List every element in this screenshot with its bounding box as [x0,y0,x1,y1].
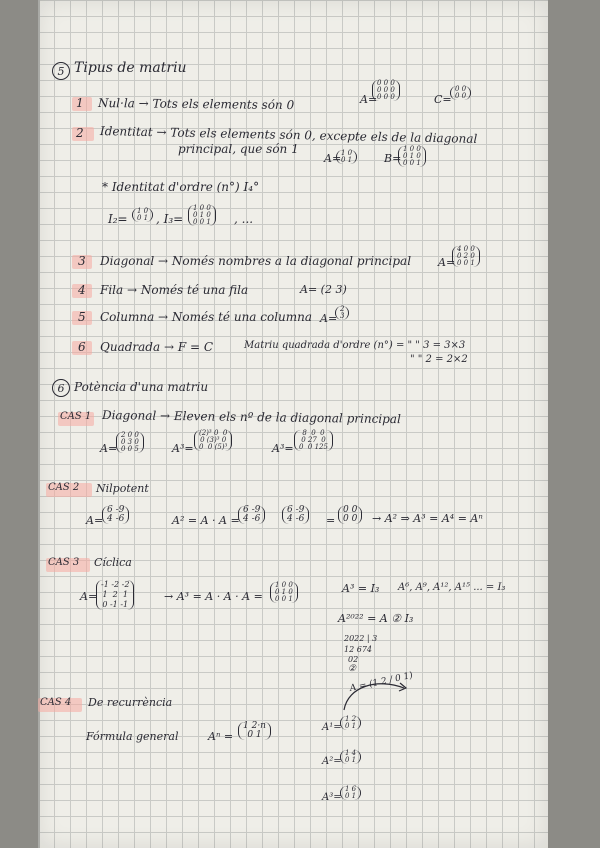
cas4-A1-label: A¹= [322,722,342,733]
cas2-text: Nilpotent [96,482,149,495]
cas4-formula: Fórmula general [86,730,179,743]
ident-B-label: B= [384,152,402,165]
ident-matrix-I3: 1 0 0 0 1 0 0 0 1 [188,205,216,226]
cas1-matrix-A2: (2)³ 0 0 0 (3)³ 0 0 0 (5)³ [194,430,232,451]
cas4-matrix-A3: 1 6 0 1 [340,786,361,800]
item-number: 6 [78,340,86,354]
col-matrix-A: 2 3 [335,306,349,320]
cas1-label: CAS 1 [60,411,92,422]
diag-matrix-A: 4 0 0 0 2 0 0 0 1 [452,246,480,267]
ident-matrix-A: 1 0 0 1 [336,150,357,164]
cas2-matrix-zero: 0 0 0 0 [338,506,362,524]
cas2-A-label: A= [86,514,104,527]
nulla-matrix-C: 0 0 0 0 [450,86,471,100]
cas1-A3-label: A³= [272,442,294,455]
section-6-title: Potència d'una matriu [74,380,209,394]
cas2-matrix-A: 6 -9 4 -6 [102,506,129,524]
cas4-matrix-A1: 1 2 0 1 [340,716,361,730]
diag-A-label: A= [438,256,456,269]
ident-matrix-B: 1 0 0 0 1 0 0 0 1 [398,146,426,167]
cas3-right2: A⁶, A⁹, A¹², A¹⁵ ... = I₃ [398,582,506,593]
identitat-ordre: * Identitat d'ordre (n°) I₄° [102,180,260,194]
item-number: 4 [78,283,86,297]
cas1-text: Diagonal → Eleven els nº de la diagonal principal [101,408,401,427]
cas1-A2-label: A³= [172,442,194,455]
ident-I3-label: , I₃= [156,212,184,226]
item-number: 1 [76,96,84,110]
ident-A-label: A= [324,152,342,165]
ident-I2-label: I₂= [108,212,128,226]
item-number: 3 [78,254,86,268]
section-6-number: 6 [52,379,70,397]
cas4-A2-label: A²= [322,756,342,767]
cas2-matrix-M1: 6 -9 4 -6 [238,506,265,524]
item-quadrada: Quadrada → F = C [100,340,214,354]
cas4-matrix-A2: 1 4 0 1 [340,750,361,764]
cas3-div3: 02 [348,655,359,664]
cas3-right3: A²⁰²² = A ② I₃ [338,612,414,625]
cas3-matrix-A: -1 -2 -2 1 2 1 0 -1 -1 [96,580,134,610]
margin-line [38,0,40,848]
item-fila: Fila → Només té una fila [100,283,249,297]
cas1-A-label: A= [100,442,118,455]
cas1-matrix-A: 2 0 0 0 3 0 0 0 5 [116,432,144,453]
cas3-div2: 12 674 [344,645,372,654]
ident-matrix-I2: 1 0 0 1 [132,208,153,222]
item-nulla: Nul·la → Tots els elements són 0 [97,96,295,113]
cas1-matrix-A3: 8 0 0 0 27 0 0 0 125 [294,430,333,451]
cas3-text: Cíclica [94,556,132,569]
cas3-label: CAS 3 [48,557,80,568]
nulla-A-label: A= [360,93,378,106]
cas2-label: CAS 2 [48,482,80,493]
quadrada-note-2: " " 2 = 2×2 [410,354,468,365]
quadrada-note: Matriu quadrada d'ordre (n°) = " " 3 = 3×3 [244,340,466,351]
cas4-top: A = (1 2 / 0 1) [348,670,414,694]
nulla-C-label: C= [434,93,452,106]
cas4-An-label: Aⁿ = [208,730,234,743]
cas3-right1: A³ = I₃ [342,582,380,595]
item-columna: Columna → Només té una columna [100,310,313,324]
col-A-label: A= [320,312,338,325]
cas3-A-label: A= [80,590,98,603]
cas4-A3-label: A³= [322,792,342,803]
section-5-number: 5 [52,62,70,80]
cas3-matrix-I: 1 0 0 0 1 0 0 0 1 [270,582,298,603]
nulla-matrix-A: 0 0 0 0 0 0 0 0 0 [372,80,400,101]
cas2-eq1: A² = A · A = [172,514,240,527]
cas3-eq: → A³ = A · A · A = [164,590,263,603]
item-diagonal: Diagonal → Només nombres a la diagonal principal [100,254,412,268]
cas2-matrix-M2: 6 -9 4 -6 [282,506,309,524]
section-5-title: Tipus de matriu [74,60,187,76]
cas4-label: CAS 4 [40,697,72,708]
fila-matrix: A= (2 3) [300,283,347,296]
ident-dots: , ... [234,212,254,226]
curved-arrow-icon [338,676,418,716]
item-identitat: Identitat → Tots els elements són 0, excepte els de la diagonal [99,124,478,146]
item-number: 5 [78,310,86,324]
cas4-matrix-An: 1 2·n 0 1 [238,722,271,740]
cas3-div1: 2022 | 3 [344,634,378,643]
cas2-eq2: = [326,514,336,527]
cas3-div4: ② [348,664,357,674]
cas2-tail: → A² ⇒ A³ = A⁴ = Aⁿ [372,512,483,525]
item-identitat-cont: principal, que són 1 [178,142,299,156]
item-number: 2 [76,126,84,140]
notebook-page [38,0,548,848]
cas4-text: De recurrència [88,696,173,709]
